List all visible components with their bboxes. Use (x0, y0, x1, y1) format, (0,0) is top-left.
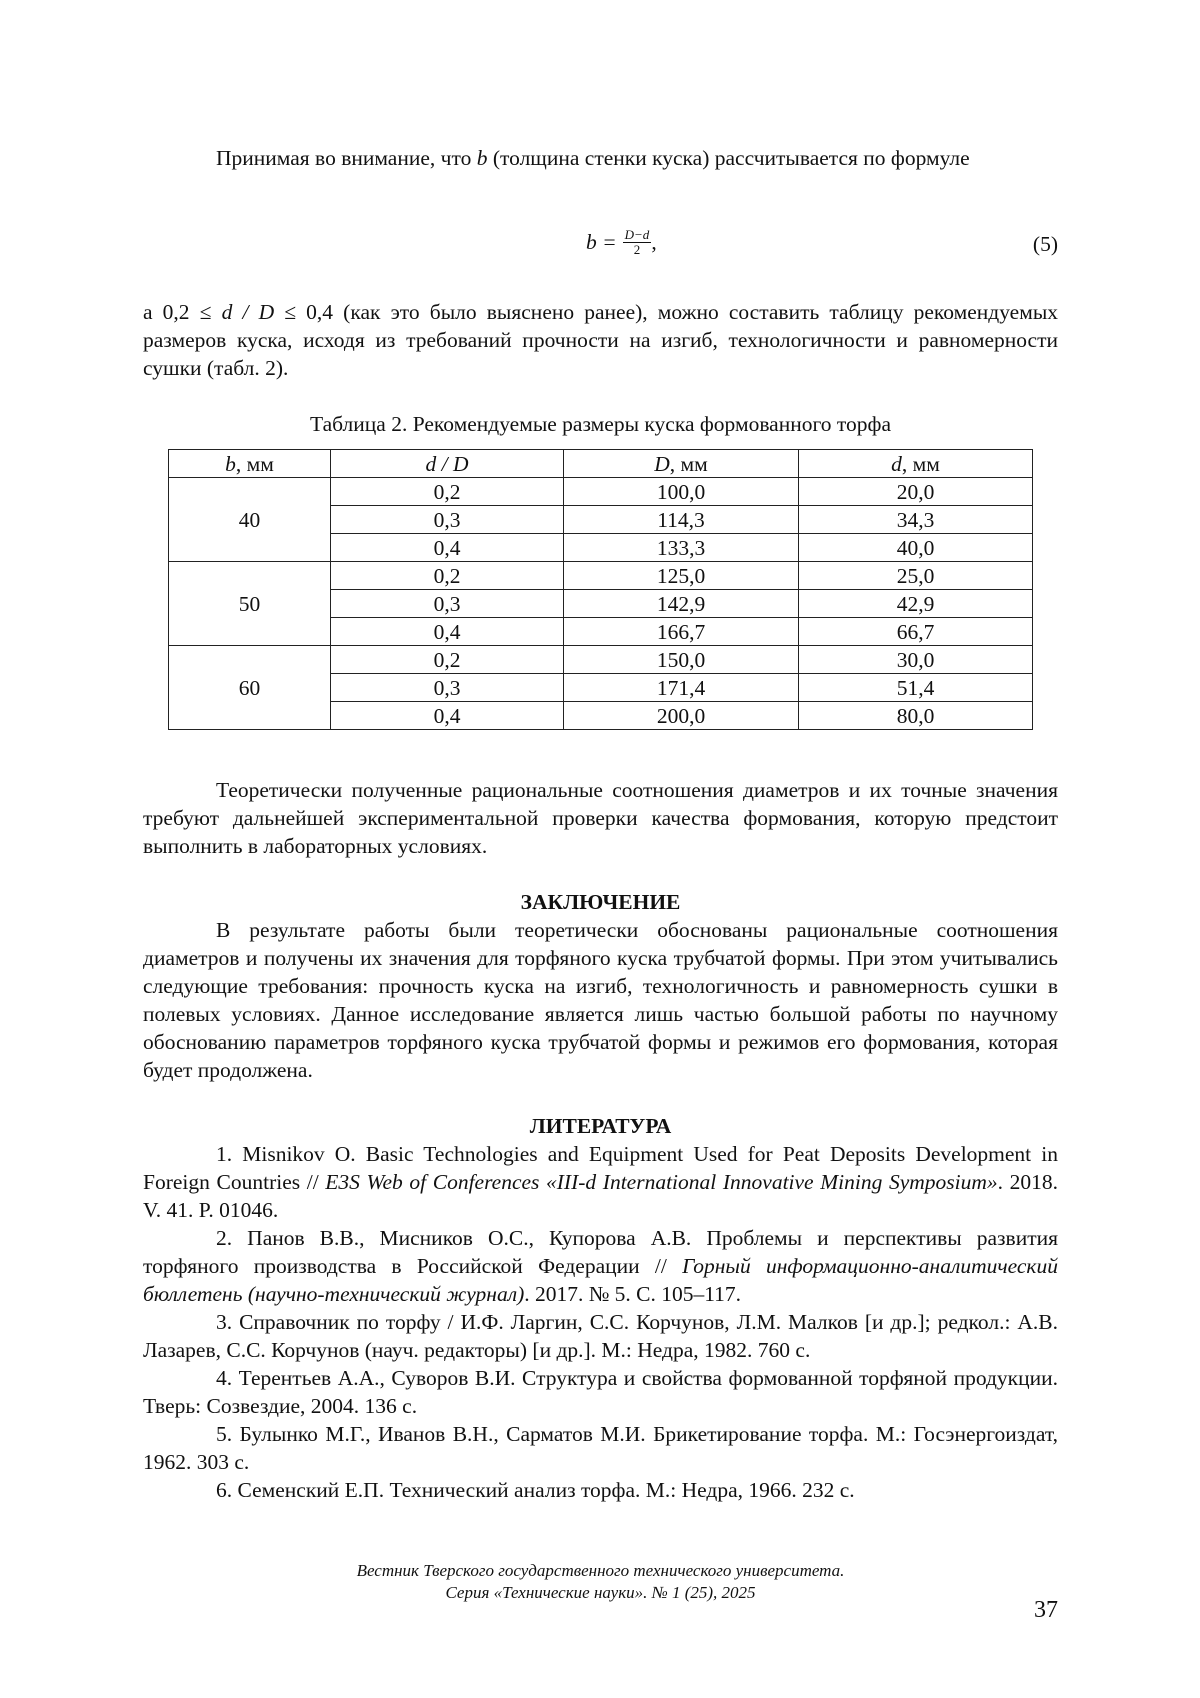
cell-d: 25,0 (799, 562, 1033, 590)
variable-ratio: d / D (221, 300, 275, 324)
cell-D: 171,4 (564, 674, 799, 702)
equation-number: (5) (1032, 232, 1058, 256)
reference-text: 5. Булынко М.Г., Иванов В.Н., Сарматов М.И. Брикетирование торфа. М.: Госэнергоиздат, 1962. 303 с. (143, 1422, 1058, 1474)
reference-item (143, 1364, 1058, 1420)
reference-item (143, 1476, 1058, 1504)
reference-text: 2. Панов В.В., Мисников О.С., Купорова А.В. Проблемы и перспективы развития торфяного производства в Российской Федерации // (143, 1226, 1058, 1278)
cell-ratio: 0,2 (331, 478, 564, 506)
cell-D: 142,9 (564, 590, 799, 618)
cell-ratio: 0,4 (331, 702, 564, 730)
formula-lhs: b = (586, 230, 617, 254)
formula-fraction (623, 228, 652, 257)
intro-paragraph-1 (143, 144, 1058, 172)
cell-ratio: 0,3 (331, 674, 564, 702)
intro-paragraph-2 (143, 298, 1058, 382)
formula-numerator: D−d (624, 227, 650, 242)
reference-source: Горный информационно-аналитический бюллетень (научно-технический журнал) (143, 1254, 1058, 1306)
cell-ratio: 0,4 (331, 618, 564, 646)
reference-item (143, 1140, 1058, 1224)
reference-text: 3. Справочник по торфу / И.Ф. Ларгин, С.С. Корчунов, Л.М. Малков [и др.]; редкол.: А.В. Лазарев, С.С. Корчунов (науч. редакторы) [и др.]. М.: Недра, 1982. 760 с. (143, 1310, 1058, 1362)
header-b: b, мм (169, 450, 331, 478)
formula-5 (143, 228, 1058, 268)
cell-d: 30,0 (799, 646, 1033, 674)
cell-d: 51,4 (799, 674, 1033, 702)
reference-text: 1. Misnikov O. Basic Technologies and Equipment Used for Peat Deposits Development in Foreign Countries // (143, 1142, 1058, 1194)
cell-D: 133,3 (564, 534, 799, 562)
dimensions-table (168, 449, 1033, 730)
intro-text-cont: (толщина стенки куска) рассчитывается по формуле (487, 146, 970, 170)
cell-d: 66,7 (799, 618, 1033, 646)
cell-ratio: 0,2 (331, 646, 564, 674)
cell-b: 40 (169, 478, 331, 562)
table-row (169, 646, 1033, 674)
header-ratio: d / D (331, 450, 564, 478)
cell-d: 20,0 (799, 478, 1033, 506)
intro2-text-cont: ≤ 0,4 (как это было выяснено ранее), можно составить таблицу рекомендуемых размеров куска, исходя из требований прочности на изгиб, технологичности и равномерности сушки (табл. 2). (143, 300, 1059, 380)
table-header-row (169, 450, 1033, 478)
cell-ratio: 0,3 (331, 590, 564, 618)
conclusion-heading: ЗАКЛЮЧЕНИЕ (520, 890, 681, 914)
cell-ratio: 0,3 (331, 506, 564, 534)
cell-d: 40,0 (799, 534, 1033, 562)
footer-line-2: Серия «Технические науки». № 1 (25), 2025 (445, 1583, 756, 1602)
references-list (143, 1140, 1058, 1504)
after-table-paragraph: Теоретически полученные рациональные соотношения диаметров и их точные значения требуют дальнейшей экспериментальной проверки качества формования, которую предстоит выполнить в лабораторных условиях. (143, 778, 1058, 858)
reference-text: 6. Семенский Е.П. Технический анализ торфа. М.: Недра, 1966. 232 с. (216, 1478, 855, 1502)
cell-ratio: 0,4 (331, 534, 564, 562)
cell-b: 60 (169, 646, 331, 730)
conclusion-text: В результате работы были теоретически обоснованы рациональные соотношения диаметров и получены их значения для торфяного куска трубчатой формы. При этом учитывались следующие требования: прочность куска на изгиб, технологичность и равномерность сушки в полевых условиях. Данное исследование является лишь частью большой работы по научному обоснованию параметров торфяного куска трубчатой формы и режимов его формования, которая будет продолжена. (143, 918, 1058, 1082)
header-d: d, мм (799, 450, 1033, 478)
cell-D: 114,3 (564, 506, 799, 534)
intro2-text: а 0,2 ≤ (143, 300, 222, 324)
cell-D: 166,7 (564, 618, 799, 646)
variable-b: b (476, 146, 488, 170)
table-caption: Таблица 2. Рекомендуемые размеры куска формованного торфа (310, 412, 891, 436)
intro-text: Принимая во внимание, что (216, 146, 477, 170)
cell-b: 50 (169, 562, 331, 646)
cell-d: 34,3 (799, 506, 1033, 534)
cell-d: 42,9 (799, 590, 1033, 618)
reference-item (143, 1224, 1058, 1308)
reference-item (143, 1308, 1058, 1364)
table-row (169, 478, 1033, 506)
reference-source: E3S Web of Conferences «III-d International Innovative Mining Symposium» (325, 1170, 998, 1194)
cell-D: 125,0 (564, 562, 799, 590)
reference-text: 4. Терентьев А.А., Суворов В.И. Структура и свойства формованной торфяной продукции. Тверь: Созвездие, 2004. 136 с. (143, 1366, 1058, 1418)
journal-footer (143, 1560, 1058, 1604)
footer-line-1: Вестник Тверского государственного технического университета. (356, 1561, 845, 1580)
cell-ratio: 0,2 (331, 562, 564, 590)
reference-item (143, 1420, 1058, 1476)
cell-D: 200,0 (564, 702, 799, 730)
reference-details: . 2018. V. 41. P. 01046. (143, 1170, 1059, 1222)
cell-d: 80,0 (799, 702, 1033, 730)
cell-D: 150,0 (564, 646, 799, 674)
formula-expression (586, 228, 657, 257)
reference-details: . 2017. № 5. С. 105–117. (524, 1282, 742, 1306)
page-number: 37 (1034, 1597, 1058, 1623)
table-row (169, 562, 1033, 590)
formula-denominator: 2 (633, 242, 641, 257)
cell-D: 100,0 (564, 478, 799, 506)
formula-comma: , (651, 230, 657, 254)
header-D: D, мм (564, 450, 799, 478)
references-heading: ЛИТЕРАТУРА (529, 1114, 672, 1138)
